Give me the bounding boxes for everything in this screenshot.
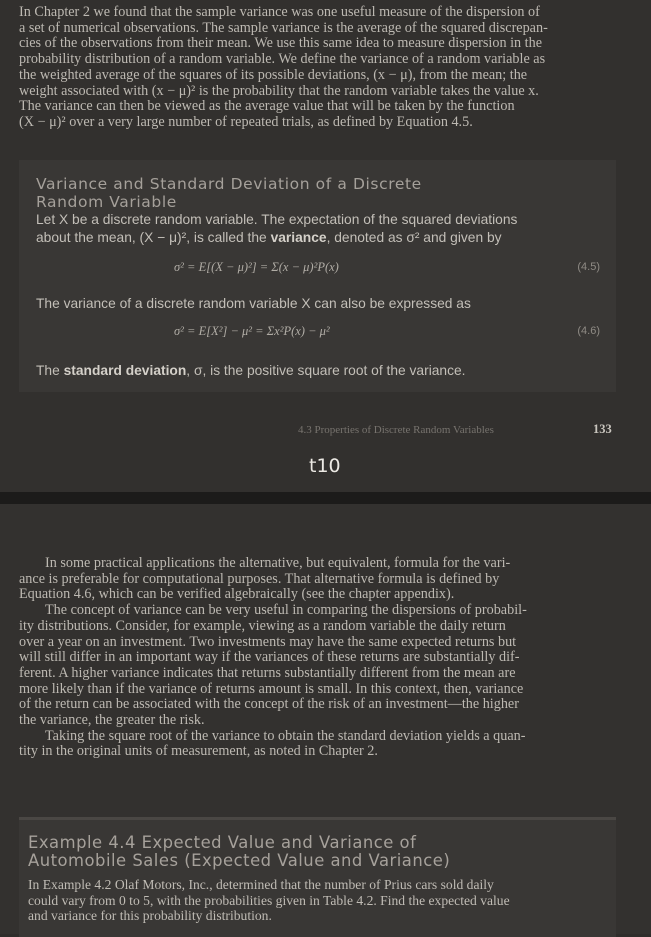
text-line: and variance for this probability distribution. — [28, 908, 272, 923]
running-footer: 4.3 Properties of Discrete Random Variables — [298, 424, 494, 436]
page-number: 133 — [593, 422, 612, 436]
equation-number: (4.6) — [577, 325, 600, 337]
text-line: Equation 4.6, which can be verified algebraically (see the chapter appendix). — [19, 586, 455, 603]
text-line: weight associated with (x − μ)² is the probability that the random variable takes the value x. — [19, 82, 539, 99]
text-line: ferent. A higher variance indicates that returns substantially different from the mean are — [19, 664, 516, 681]
equation-4-6: σ² = E[X²] − μ² = Σx²P(x) − μ² — [174, 324, 330, 338]
text-line: over a year on an investment. Two investments may have the same expected returns but — [19, 633, 517, 650]
text-line: In Example 4.2 Olaf Motors, Inc., determined that the number of Prius cars sold daily — [28, 877, 494, 892]
text-line: The concept of variance can be very useful in comparing the dispersions of probabil- — [45, 602, 527, 619]
equation-4-5: σ² = E[(X − μ)²] = Σ(x − μ)²P(x) — [174, 260, 339, 274]
text-line: of the return can be associated with the concept of the risk of an investment—the higher — [19, 696, 519, 713]
definition-box — [19, 160, 616, 392]
example-title-line: Example 4.4 Expected Value and Variance of — [28, 833, 417, 852]
text-line: ity distributions. Consider, for example, viewing as a random variable the daily return — [19, 617, 506, 634]
body-paragraphs — [19, 556, 612, 760]
definition-title-line: Random Variable — [36, 192, 177, 211]
equation-number: (4.5) — [577, 261, 600, 273]
text-fragment: , denoted as σ² and given by — [326, 230, 502, 245]
definition-title-line: Variance and Standard Deviation of a Discrete — [36, 175, 422, 193]
standard-deviation-term: standard deviation — [63, 363, 187, 378]
variance-term: variance — [270, 230, 327, 245]
overlay-label: t10 — [309, 455, 341, 477]
example-title — [28, 834, 450, 870]
text-fragment: about the mean, (X − μ)², is called the — [36, 230, 271, 245]
text-line: cies of the observations from their mean. We use this same idea to measure dispersion in the — [19, 35, 542, 52]
text-line: ance is preferable for computational purposes. That alternative formula is defined by — [19, 570, 500, 587]
intro-paragraph — [19, 5, 615, 131]
text-line: will still differ in an important way if the variances of these returns are substantially dif- — [19, 649, 520, 666]
text-line: In some practical applications the alternative, but equivalent, formula for the vari- — [45, 555, 511, 571]
page-divider — [0, 492, 651, 504]
text-line: the weighted average of the squares of its possible deviations, (x − μ), from the mean; the — [19, 66, 528, 83]
example-title-line: Automobile Sales (Expected Value and Variance) — [28, 851, 451, 870]
example-box — [19, 817, 616, 937]
text-line: Taking the square root of the variance to obtain the standard deviation yields a quan- — [45, 727, 526, 744]
text-line: tity in the original units of measurement, as noted in Chapter 2. — [19, 743, 378, 760]
text-line: a set of numerical observations. The sample variance is the average of the squared discrepan- — [19, 19, 548, 36]
text-fragment: , σ, is the positive square root of the variance. — [186, 363, 466, 378]
definition-text-line — [36, 362, 466, 380]
text-line: the variance, the greater the risk. — [19, 712, 205, 729]
definition-text-line: The variance of a discrete random variable X can also be expressed as — [36, 296, 471, 311]
text-line: (X − μ)² over a very large number of repeated trials, as defined by Equation 4.5. — [19, 113, 473, 130]
text-line: could vary from 0 to 5, with the probabilities given in Table 4.2. Find the expected value — [28, 892, 510, 908]
text-line: probability distribution of a random variable. We define the variance of a random variable as — [19, 51, 546, 68]
definition-text-line: Let X be a discrete random variable. The expectation of the squared deviations — [36, 212, 518, 227]
definition-title — [36, 176, 422, 211]
example-body — [28, 877, 606, 924]
text-line: In Chapter 2 we found that the sample variance was one useful measure of the dispersion of — [19, 4, 540, 20]
text-line: The variance can then be viewed as the average value that will be taken by the function — [19, 98, 515, 115]
definition-text-line — [36, 229, 502, 247]
text-line: more likely than if the variance of returns amount is small. In this context, then, variance — [19, 680, 524, 697]
text-fragment: The — [36, 363, 64, 378]
